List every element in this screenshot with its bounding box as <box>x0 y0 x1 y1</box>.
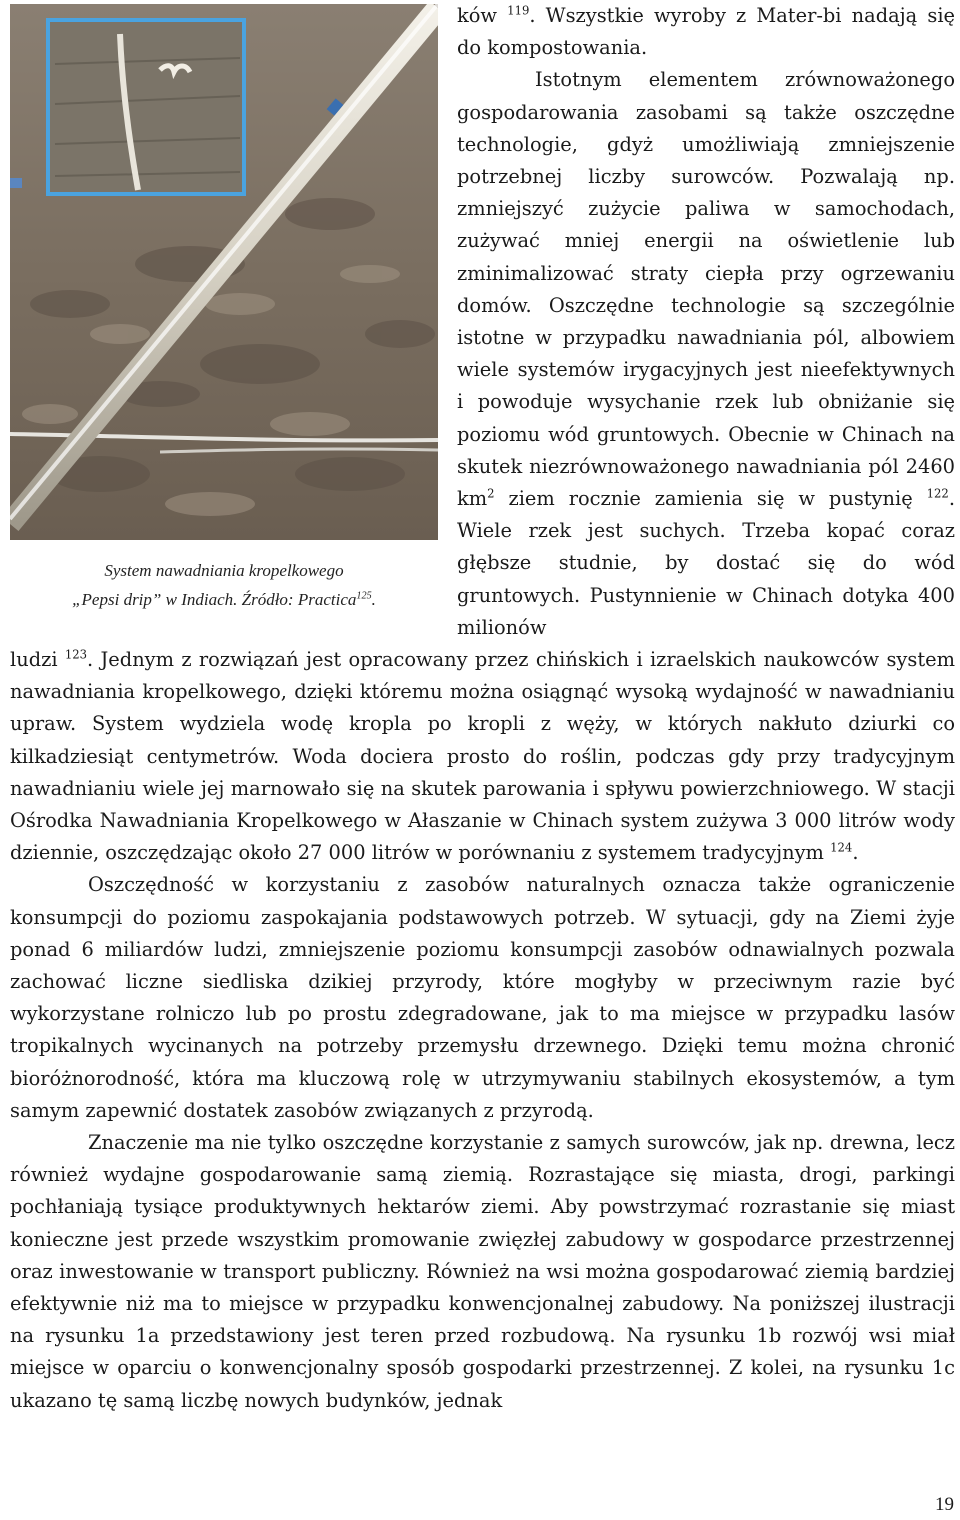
paragraph-continuation <box>457 0 955 64</box>
superscript-squared: 2 <box>487 486 495 501</box>
paragraph-consumption: Oszczędność w korzystaniu z zasobów naturalnych oznacza także ograniczenie konsumpcji do poziomu zaspokajania podstawowych potrzeb. W sytuacji, gdy na Ziemi żyje ponad 6 miliardów ludzi, zmniejszenie poziomu konsumpcji zasobów odnawialnych pozwala zachować liczne siedliska dzikiej przyrody, które mogłyby w przeciwnym razie być wykorzystane rolniczo lub po prostu zdegradowane, jak to ma miejsce w przypadku lasów tropikalnych wycinanych na potrzeby przemysłu drzewnego. Dzięki temu można chronić bioróżnorodność, która ma kluczową rolę w utrzymywaniu stabilnych ekosystemów, a tym samym zapewnić dostatek zasobów związanych z przyrodą. <box>10 873 955 1122</box>
text-run: Istotnym elementem zrównoważonego gospodarowania zasobami są także oszczędne technologie, gdyż umożliwiają zmniejszenie potrzebnej liczby surowców. Pozwalają np. zmniejszyć zużycie paliwa w samochodach, zużywać mniej energii na oświetlenie lub zminimalizować straty ciepła przy ogrzewaniu domów. Oszczędne technologie są szczególnie istotne w przypadku nawadniania pól, albowiem wiele systemów irygacyjnych jest nieefektywnych i powoduje wysychanie rzek lub obniżanie się poziomu wód gruntowych. Obecnie w Chinach na skutek niezrównoważonego nawadniania pól 2460 km <box>457 68 955 511</box>
page-number: 19 <box>935 1494 954 1515</box>
paragraph-drip-irrigation <box>10 644 955 869</box>
footnote-ref-124: 124 <box>830 840 853 855</box>
paragraph-efficient-technologies <box>457 64 955 644</box>
text-run: . Wszystkie wyroby z Mater-bi nadają się do kompostowania. <box>457 4 956 60</box>
soil-photo <box>10 4 438 540</box>
full-width-text <box>10 644 955 1417</box>
caption-line-2 <box>10 585 438 614</box>
text-run: ludzi <box>10 648 65 671</box>
paragraph-land-management: Znaczenie ma nie tylko oszczędne korzystanie z samych surowców, jak np. drewna, lecz również wydajne gospodarowanie samą ziemią. Rozrastające się miasta, drogi, parkingi pochłaniają tysiące produktywnych hektarów ziemi. Aby powstrzymać rozrastanie się miast konieczne jest przede wszystkim promowanie zwięzłej zabudowy w gospodarce przestrzennej oraz inwestowanie w transport publiczny. Również na wsi można gospodarować ziemią bardziej efektywnie niż ma to miejsce w przypadku konwencjonalnej zabudowy. Na poniższej ilustracji na rysunku 1a przedstawiony jest teren przed rozbudową. Na rysunku 1b rozwój wsi miał miejsce w oparciu o konwencjonalny sposób gospodarki przestrzennej. Z kolei, na rysunku 1c ukazano tę samą liczbę nowych budynków, jednak <box>10 1131 955 1412</box>
figure-photo-drip-irrigation <box>10 4 438 540</box>
text-run: . Wiele rzek jest suchych. Trzeba kopać coraz głębsze studnie, by dostać się do wód gruntowych. Pustynnienie w Chinach dotyka 400 milionów <box>457 487 955 639</box>
text-run: . Jednym z rozwiązań jest opracowany przez chińskich i izraelskich naukowców system nawadniania kropelkowego, dzięki któremu można osiągnąć wysoką wydajność w nawadnianiu upraw. System wydziela wodę kropla po kropli z węży, w których nakłuto dziurki co kilkadziesiąt centymetrów. Woda dociera prosto do roślin, podczas gdy przy tradycyjnym nawadnianiu wiele jej marnowało się na skutek parowania i spływu powierzchniowego. W stacji Ośrodka Nawadniania Kropelkowego w Ałaszanie w Chinach system zużywa 3 000 litrów wody dziennie, oszczędzając około 27 000 litrów w porównaniu z systemem tradycyjnym <box>10 648 955 865</box>
text-run: ziem rocznie zamienia się w pustynię <box>494 487 927 511</box>
figure-caption <box>10 556 438 614</box>
footnote-ref-122: 122 <box>926 486 949 501</box>
caption-text: „Pepsi drip” w Indiach. Źródło: Practica <box>72 590 357 609</box>
text-run: ków <box>457 4 508 27</box>
footnote-ref-119: 119 <box>507 3 530 18</box>
right-column-text <box>457 0 955 644</box>
caption-line-1: System nawadniania kropelkowego <box>104 561 344 580</box>
caption-end: . <box>371 590 376 609</box>
text-run: . <box>852 841 859 865</box>
footnote-ref-123: 123 <box>64 647 88 662</box>
caption-footnote-ref: 125 <box>356 590 372 602</box>
